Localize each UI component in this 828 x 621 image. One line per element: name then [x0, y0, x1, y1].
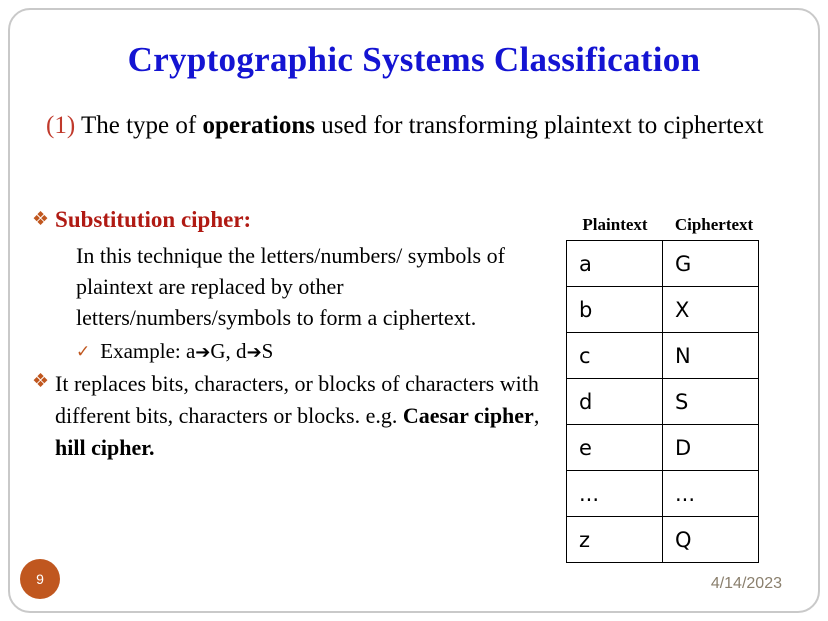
cell-ciphertext: S	[663, 379, 759, 425]
cell-plaintext: z	[567, 517, 663, 563]
example-text	[100, 339, 273, 364]
header-plaintext: Plaintext	[582, 215, 648, 234]
check-bullet-icon: ✓	[76, 342, 91, 362]
bullet-substitution	[32, 206, 562, 234]
table-row	[567, 241, 759, 287]
cell-plaintext: c	[567, 333, 663, 379]
lead-statement	[46, 110, 806, 142]
cell-ciphertext: X	[663, 287, 759, 333]
replaces-paragraph	[55, 368, 555, 464]
cell-ciphertext: ...	[663, 471, 759, 517]
replaces-text-1: It replaces bits, characters, or blocks of characters with different bits, characters or blocks. e.g.	[55, 371, 539, 429]
mapping-table	[566, 240, 759, 563]
table-row	[567, 471, 759, 517]
table-row	[567, 287, 759, 333]
slide-date: 4/14/2023	[710, 575, 782, 592]
example-mid: G, d	[210, 339, 247, 364]
table-row	[567, 425, 759, 471]
cell-plaintext: a	[567, 241, 663, 287]
mapping-table-headers	[566, 215, 766, 235]
replaces-bold-1: Caesar cipher	[402, 403, 534, 429]
cell-plaintext: d	[567, 379, 663, 425]
lead-text-before: The type of	[75, 112, 203, 139]
table-row	[567, 379, 759, 425]
cell-ciphertext: G	[663, 241, 759, 287]
replaces-text-2: ,	[533, 403, 540, 429]
example-end: S	[261, 339, 274, 364]
cell-ciphertext: N	[663, 333, 759, 379]
substitution-paragraph: In this technique the letters/numbers/ symbols of plaintext are replaced by other letters/numbers/symbols to form a ciphertext.	[76, 242, 505, 331]
table-row	[567, 333, 759, 379]
arrow-icon-2: ➔	[246, 342, 262, 364]
content-bullets	[32, 206, 562, 466]
header-ciphertext: Ciphertext	[674, 215, 754, 234]
example-label: Example: a	[100, 339, 196, 364]
substitution-heading: Substitution cipher:	[55, 207, 252, 232]
slide-canvas	[8, 8, 820, 613]
cell-plaintext: ...	[567, 471, 663, 517]
bullet-replaces	[32, 368, 562, 464]
cell-plaintext: e	[567, 425, 663, 471]
page-number-badge: 9	[20, 559, 60, 599]
page-title: Cryptographic Systems Classification	[127, 40, 701, 79]
diamond-bullet-icon-2: ❖	[32, 371, 50, 393]
replaces-bold-2: hill cipher.	[55, 435, 155, 461]
lead-bold-word: operations	[202, 112, 315, 139]
cell-ciphertext: Q	[663, 517, 759, 563]
table-row	[567, 517, 759, 563]
cell-ciphertext: D	[663, 425, 759, 471]
example-line	[76, 339, 562, 364]
mapping-table-container	[566, 215, 766, 563]
lead-text-after: used for transforming plaintext to ciphertext	[314, 112, 764, 139]
diamond-bullet-icon: ❖	[32, 209, 50, 230]
lead-number: (1)	[46, 112, 76, 139]
arrow-icon-1: ➔	[195, 342, 211, 364]
cell-plaintext: b	[567, 287, 663, 333]
